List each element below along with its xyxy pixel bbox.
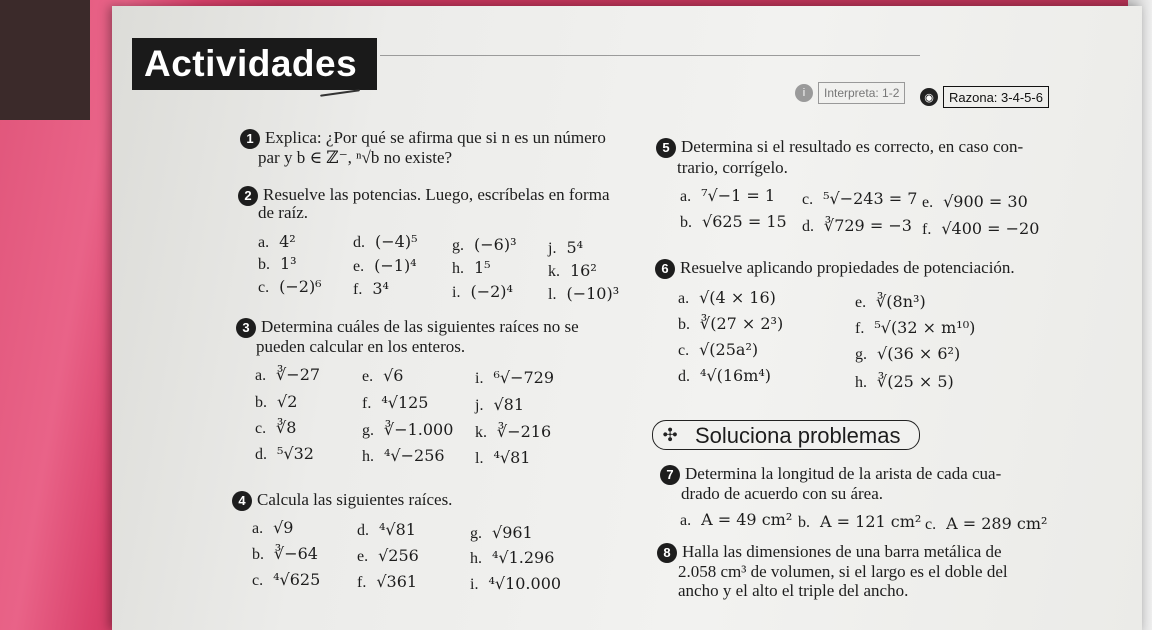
ex5-item: e. √900 = 30	[922, 192, 1028, 211]
exercise-4-line1: Calcula las siguientes raíces.	[257, 490, 453, 509]
ex4-item: d. ⁴√81	[357, 520, 416, 539]
ex6-item: d. ⁴√(16m⁴)	[678, 366, 772, 385]
exercise-8-line2: 2.058 cm³ de volumen, si el largo es el doble del	[678, 562, 1008, 581]
exercise-1-line1: Explica: ¿Por qué se afirma que si n es un número	[265, 128, 606, 147]
ex3-item: j. √81	[475, 395, 525, 414]
ex2-item: k. 16²	[548, 261, 597, 280]
reasoning-icon: ◉	[920, 88, 938, 106]
exercise-3-line1: Determina cuáles de las siguientes raíces no se	[261, 317, 579, 336]
exercise-5-line2: trario, corrígelo.	[677, 158, 788, 177]
ex6-item: g. √(36 × 6²)	[855, 344, 961, 363]
exercise-8-line1: Halla las dimensiones de una barra metálica de	[682, 542, 1002, 561]
exercise-2-line1: Resuelve las potencias. Luego, escríbelas en forma	[263, 185, 610, 204]
ex3-item: a. ∛−27	[255, 365, 321, 384]
exercise-8-line3: ancho y el alto el triple del ancho.	[678, 581, 909, 600]
ex4-item: g. √961	[470, 523, 533, 542]
exercise-6-number: 6	[655, 259, 675, 279]
ex7-item: a. A = 49 cm²	[680, 510, 793, 529]
exercise-7-line2: drado de acuerdo con su área.	[681, 484, 884, 503]
exercise-2-number: 2	[238, 186, 258, 206]
ex2-item: a. 4²	[258, 232, 296, 251]
ex5-item: d. ∛729 = −3	[802, 216, 912, 235]
ex4-item: i. ⁴√10.000	[470, 574, 562, 593]
skill-interpreta	[795, 82, 905, 104]
exercise-3	[236, 317, 579, 338]
ex3-item: i. ⁶√−729	[475, 368, 555, 387]
exercise-4-number: 4	[232, 491, 252, 511]
ex3-item: c. ∛8	[255, 418, 297, 437]
exercise-5	[656, 137, 1023, 158]
ex6-item: h. ∛(25 × 5)	[855, 372, 954, 391]
skill-razona	[920, 86, 1049, 108]
ex6-item: f. ⁵√(32 × m¹⁰)	[855, 318, 976, 337]
ex2-item: h. 1⁵	[452, 258, 491, 277]
exercise-1-line2: par y b ∈ ℤ⁻, ⁿ√b no existe?	[258, 148, 453, 167]
exercise-5-line1: Determina si el resultado es correcto, en caso con-	[681, 137, 1024, 156]
ex4-item: e. √256	[357, 546, 419, 565]
ex3-item: d. ⁵√32	[255, 444, 314, 463]
exercise-4	[232, 490, 452, 511]
exercise-7	[660, 464, 1001, 485]
ex3-item: g. ∛−1.000	[362, 420, 454, 439]
ex6-item: c. √(25a²)	[678, 340, 759, 359]
ex2-item: i. (−2)⁴	[452, 282, 513, 301]
puzzle-icon: ✣	[662, 425, 678, 445]
ex6-item: b. ∛(27 × 2³)	[678, 314, 784, 333]
ex3-item: l. ⁴√81	[475, 448, 531, 467]
ex5-item: f. √400 = −20	[922, 219, 1040, 238]
exercise-3-number: 3	[236, 318, 256, 338]
ex2-item: j. 5⁴	[548, 238, 584, 257]
ex3-item: e. √6	[362, 366, 404, 385]
exercise-5-number: 5	[656, 138, 676, 158]
ex2-item: e. (−1)⁴	[353, 256, 417, 275]
ex2-item: g. (−6)³	[452, 235, 517, 254]
section-label: Soluciona problemas	[695, 423, 901, 448]
exercise-6-line1: Resuelve aplicando propiedades de potenciación.	[680, 258, 1015, 277]
ex3-item: h. ⁴√−256	[362, 446, 445, 465]
ex2-item: c. (−2)⁶	[258, 277, 322, 296]
background-corner	[0, 0, 90, 120]
ex4-item: f. √361	[357, 572, 418, 591]
ex5-item: c. ⁵√−243 = 7	[802, 189, 918, 208]
header-rule	[380, 55, 920, 56]
ex7-item: b. A = 121 cm²	[798, 512, 922, 531]
ex2-item: d. (−4)⁵	[353, 232, 418, 251]
exercise-8-number: 8	[657, 543, 677, 563]
exercise-1-number: 1	[240, 129, 260, 149]
ex4-item: b. ∛−64	[252, 544, 318, 563]
ex3-item: f. ⁴√125	[362, 393, 429, 412]
ex3-item: b. √2	[255, 392, 298, 411]
ex4-item: c. ⁴√625	[252, 570, 321, 589]
section-soluciona-problemas	[652, 420, 920, 450]
page-title: Actividades	[132, 38, 377, 90]
exercise-6	[655, 258, 1015, 279]
exercise-2-line2: de raíz.	[258, 203, 309, 222]
ex5-item: a. ⁷√−1 = 1	[680, 186, 776, 205]
info-icon: i	[795, 84, 813, 102]
exercise-8	[657, 542, 1002, 563]
ex4-item: h. ⁴√1.296	[470, 548, 555, 567]
exercise-7-number: 7	[660, 465, 680, 485]
exercise-7-line1: Determina la longitud de la arista de cada cua-	[685, 464, 1002, 483]
skill-razona-label: Razona: 3-4-5-6	[943, 86, 1049, 108]
ex6-item: e. ∛(8n³)	[855, 292, 926, 311]
ex4-item: a. √9	[252, 518, 294, 537]
ex2-item: l. (−10)³	[548, 284, 620, 303]
ex3-item: k. ∛−216	[475, 422, 552, 441]
ex2-item: b. 1³	[258, 254, 297, 273]
ex6-item: a. √(4 × 16)	[678, 288, 776, 307]
exercise-1	[240, 128, 606, 149]
ex7-item: c. A = 289 cm²	[925, 514, 1048, 533]
skill-interpreta-label: Interpreta: 1-2	[818, 82, 905, 104]
ex5-item: b. √625 = 15	[680, 212, 787, 231]
exercise-3-line2: pueden calcular en los enteros.	[256, 337, 466, 356]
ex2-item: f. 3⁴	[353, 279, 389, 298]
